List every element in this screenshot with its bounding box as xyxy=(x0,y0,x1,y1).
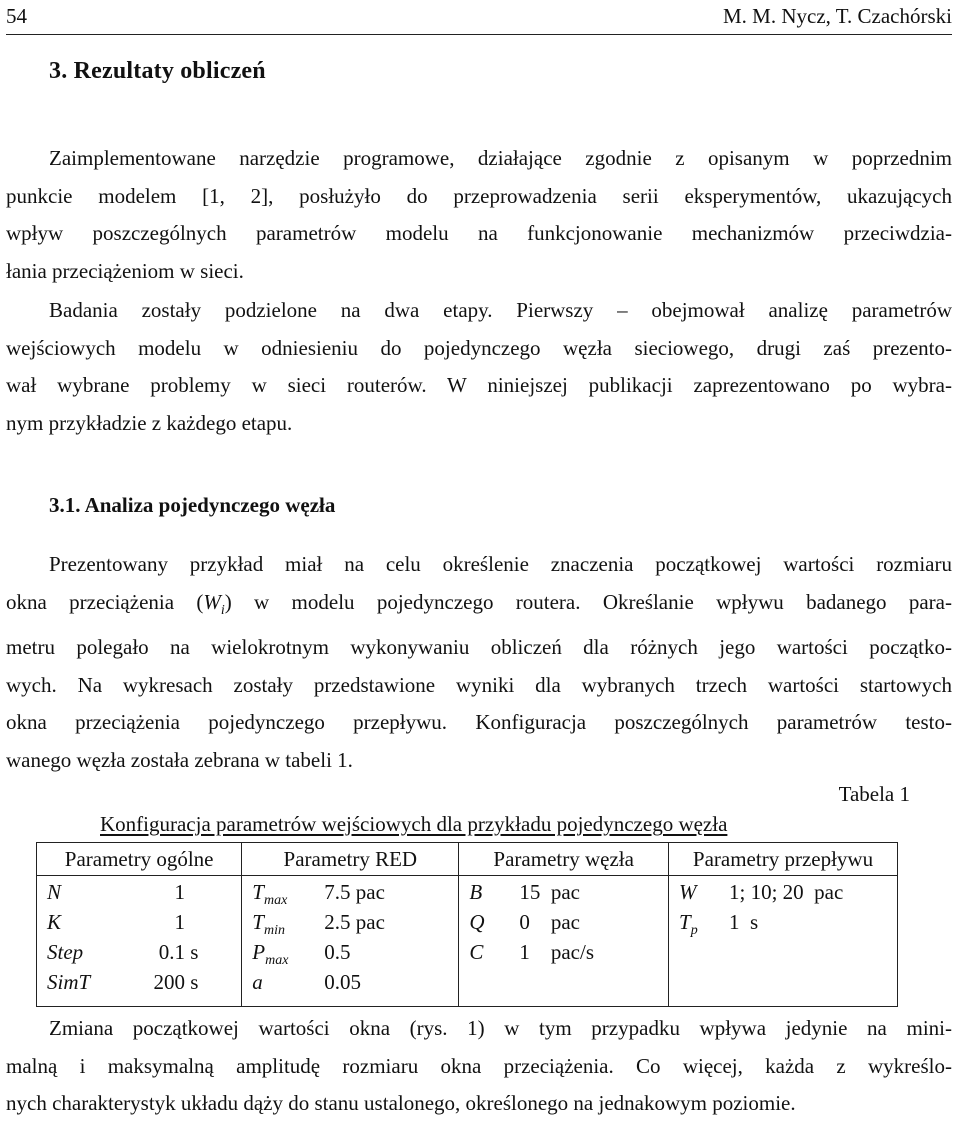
paragraph-single-node xyxy=(6,546,952,779)
text-line: wał wybrane problemy w sieci routerów. W niniejszej publikacji zaprezentowano po wybra- xyxy=(6,373,952,397)
param-value: 0 xyxy=(519,910,530,934)
subsection-title: 3.1. Analiza pojedynczego węzła xyxy=(49,493,336,517)
text-line: Prezentowany przykład miał na celu określenie znaczenia początkowej wartości rozmiaru xyxy=(49,552,952,576)
param-subscript: max xyxy=(265,953,289,968)
param-row xyxy=(47,940,233,970)
param-row xyxy=(252,970,450,1000)
param-symbol: Q xyxy=(469,910,485,934)
param-value: 0.5 xyxy=(324,940,351,964)
paragraph-stages xyxy=(6,292,952,442)
param-value: 1 xyxy=(729,910,740,934)
header-red: Parametry RED xyxy=(242,843,459,876)
param-row xyxy=(252,940,450,970)
param-row xyxy=(252,880,450,910)
section-title: 3. Rezultaty obliczeń xyxy=(49,58,266,84)
param-unit: pac xyxy=(814,880,844,904)
flow-params-cell xyxy=(669,876,898,1007)
text-fragment: okna przeciążenia ( xyxy=(6,589,204,614)
param-symbol: P xyxy=(252,940,266,964)
text-line: łania przeciążeniom w sieci. xyxy=(6,258,244,283)
param-unit: s xyxy=(190,940,199,964)
table-row xyxy=(37,876,898,1007)
text-line: wejściowych modelu w odniesieniu do pojedynczego węzła sieciowego, drugi zaś prezento- xyxy=(6,335,952,360)
node-params-cell xyxy=(459,876,669,1007)
paragraph-intro xyxy=(6,140,952,290)
param-value: 2.5 xyxy=(324,910,351,934)
running-header xyxy=(6,0,952,35)
param-subscript: min xyxy=(263,923,285,938)
param-row xyxy=(679,880,889,910)
param-symbol: T xyxy=(679,910,691,934)
text-line: wych. Na wykresach zostały przedstawione wyniki dla wybranych trzech wartości startowych xyxy=(6,672,952,697)
param-value: 0.1 xyxy=(158,940,185,964)
param-row xyxy=(469,880,660,910)
text-fragment: ) w modelu pojedynczego routera. Określanie wpływu badanego para- xyxy=(224,589,952,614)
text-line: nych charakterystyk układu dąży do stanu ustalonego, określonego na jednakowym poziomie. xyxy=(6,1091,796,1115)
param-symbol: SimT xyxy=(47,970,91,994)
param-symbol: Step xyxy=(47,940,84,964)
text-line: punkcie modelem [1, 2], posłużyło do przeprowadzenia serii eksperymentów, ukazujących xyxy=(6,183,952,208)
text-line: okna przeciążenia pojedynczego przepływu. Konfiguracja poszczególnych parametrów testo- xyxy=(6,710,952,735)
param-value: 1; 10; 20 xyxy=(729,880,804,904)
table-header-row xyxy=(37,843,898,876)
symbol-w: W xyxy=(203,589,221,614)
text-line: metru polegało na wielokrotnym wykonywaniu obliczeń dla różnych jego wartości początko- xyxy=(6,635,952,660)
param-value: 7.5 xyxy=(324,880,351,904)
param-unit: s xyxy=(190,970,199,994)
param-unit: s xyxy=(750,910,759,934)
text-line: Badania zostały podzielone na dwa etapy. Pierwszy – obejmował analizę parametrów xyxy=(49,298,952,322)
text-line: wanego węzła została zebrana w tabeli 1. xyxy=(6,747,353,772)
text-line: malną i maksymalną amplitudę rozmiaru okna przeciążenia. Co więcej, każda z wykreślo- xyxy=(6,1053,952,1078)
param-symbol: T xyxy=(252,880,264,904)
header-flow: Parametry przepływu xyxy=(669,843,898,876)
running-header-authors: M. M. Nycz, T. Czachórski xyxy=(722,4,952,28)
header-general: Parametry ogólne xyxy=(37,843,242,876)
text-line: wpływ poszczególnych parametrów modelu na funkcjonowanie mechanizmów przeciwdzia- xyxy=(6,221,952,245)
param-row xyxy=(679,910,889,940)
table-caption: Konfiguracja parametrów wejściowych dla przykładu pojedynczego węzła xyxy=(100,812,728,836)
param-row xyxy=(252,910,450,940)
symbol-subscript: i xyxy=(220,602,225,618)
text-line xyxy=(6,584,952,630)
param-row xyxy=(47,910,233,940)
param-subscript: p xyxy=(690,923,698,938)
param-symbol: N xyxy=(47,880,62,904)
table-label: Tabela 1 xyxy=(838,782,910,806)
text-line: nym przykładzie z każdego etapu. xyxy=(6,410,293,435)
param-symbol: W xyxy=(679,880,697,904)
param-value: 200 xyxy=(153,970,185,994)
param-symbol: T xyxy=(252,910,264,934)
param-unit: pac xyxy=(550,880,581,904)
param-row xyxy=(469,940,660,970)
param-symbol: C xyxy=(469,940,484,964)
general-params-cell xyxy=(37,876,242,1007)
header-node: Parametry węzła xyxy=(459,843,669,876)
paragraph-results xyxy=(6,1010,952,1123)
param-row xyxy=(47,880,233,910)
red-params-cell xyxy=(242,876,459,1007)
config-table xyxy=(36,842,898,1007)
page-number: 54 xyxy=(6,4,27,28)
param-symbol: B xyxy=(469,880,483,904)
text-line: Zaimplementowane narzędzie programowe, działające zgodnie z opisanym w poprzednim xyxy=(49,146,952,170)
param-value: 1 xyxy=(519,940,530,964)
param-value: 1 xyxy=(174,880,185,904)
param-unit: pac/s xyxy=(550,940,595,964)
param-value: 15 xyxy=(519,880,541,904)
param-value: 0.05 xyxy=(324,970,362,994)
param-value: 1 xyxy=(174,910,185,934)
param-row xyxy=(469,910,660,940)
param-symbol: a xyxy=(252,970,263,994)
param-unit: pac xyxy=(355,880,385,904)
text-line: Zmiana początkowej wartości okna (rys. 1) w tym przypadku wpływa jedynie na mini- xyxy=(49,1016,952,1040)
param-unit: pac xyxy=(550,910,581,934)
param-subscript: max xyxy=(263,893,288,908)
param-unit: pac xyxy=(355,910,385,934)
param-symbol: K xyxy=(47,910,62,934)
param-row xyxy=(47,970,233,1000)
